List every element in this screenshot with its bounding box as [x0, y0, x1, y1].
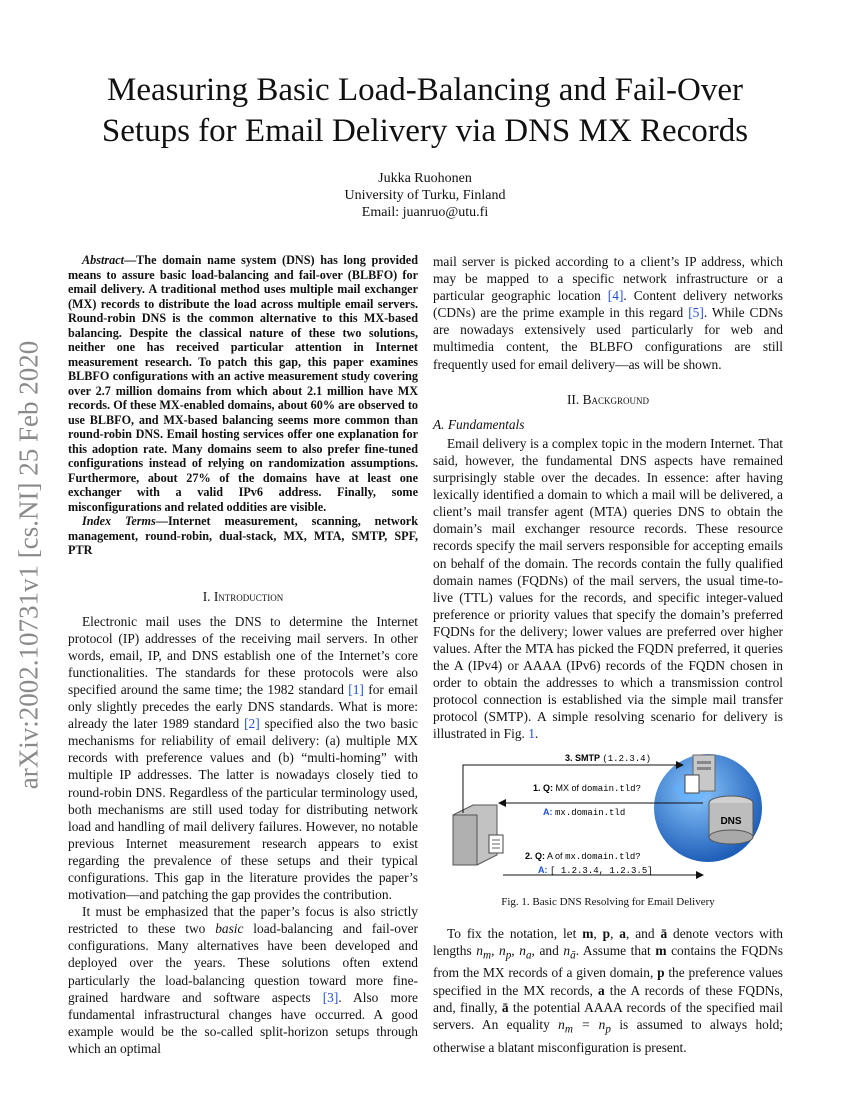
abstract-label: Abstract	[82, 253, 124, 267]
step-1-query: 1. Q: MX of domain.tld?	[533, 782, 641, 794]
citation-link[interactable]: [3]	[322, 989, 339, 1005]
figure-1-caption: Fig. 1. Basic DNS Resolving for Email Delivery	[501, 895, 715, 908]
intro-paragraph-2: It must be emphasized that the paper’s focus is also strictly restricted to these two basic load-balancing and fail-over configurations. Many alternatives have been developed and deployed over the years. These solutions often extend particularly the load-balancing question toward more fine-grained hardware and software aspects [3]. Also more fundamental infrastructural changes have occurred. A good example would be the so-called split-horizon setups through which an optimal	[68, 904, 418, 1056]
arxiv-sidebar	[4, 300, 54, 830]
index-terms	[68, 514, 418, 558]
citation-link[interactable]: [1]	[348, 681, 364, 697]
author-affiliation: University of Turku, Finland	[344, 188, 506, 203]
index-terms-text: —Internet measurement, scanning, network management, round-robin, dual-stack, MX, MTA, SMTP, SPF, PTR	[68, 514, 418, 557]
author-block	[70, 170, 780, 221]
title-line-1: Measuring Basic Load-Balancing and Fail-Over	[107, 72, 743, 108]
subsection-heading-fundamentals: A. Fundamentals	[433, 416, 525, 432]
smtp-step-label: 3. SMTP (1.2.3.4)	[565, 752, 651, 764]
index-terms-label: Index Terms	[82, 514, 156, 528]
right-column	[433, 253, 783, 1056]
figure-1-diagram	[433, 753, 783, 888]
section-heading-background: II. Background	[566, 391, 650, 407]
intro-paragraph-1: Electronic mail uses the DNS to determine the Internet protocol (IP) addresses of the receiving mail servers. In other words, email, IP, and DNS establish one of the Internet’s core functionalities. The standards for these protocols were also specified around the same time; the 1982 standard [1] for email only slightly precedes the early DNS standards. What is more: already the later 1989 standard [2] specified also the two basic mechanisms for reliability of email delivery: (a) multiple MX records with preference values and (b) “multi-homing” with multiple IP addresses. The latter is nowadays closely tied to round-robin DNS. Regardless of the particular terminology used, both mechanisms are still used today for distributing network load and handling of mail delivery failures. However, no notable previous Internet measurement research appears to exist regarding the prevalence of these setups and their typical configurations. This gap in the literature provides the paper’s motivation—and patching the gap provides the contribution.	[68, 613, 418, 903]
citation-link[interactable]: [4]	[607, 288, 624, 304]
citation-link[interactable]: [5]	[688, 305, 704, 321]
step-1-answer: A: mx.domain.tld	[543, 806, 626, 818]
figure-reference-link[interactable]: 1	[528, 726, 535, 742]
author-email: Email: juanruo@utu.fi	[361, 205, 489, 220]
client-computer-icon	[453, 805, 503, 865]
background-paragraph-1: Email delivery is a complex topic in the modern Internet. That said, however, the fundamental DNS aspects have remained surprisingly stable over the decades. In essence: after having lexically identified a domain to which a mail will be delivered, a client’s mail transfer agent (MTA) queries DNS to obtain the domain’s mail exchanger resource records. These resource records specify the mail servers responsible for accepting emails on behalf of the domain. The records contain the fully qualified domain names (FQDNs) of the mail servers, the usual time-to-live (TTL) values for the records, and specific integer-valued preference or priority values that specify the domain’s preferred FQDNs for the delivery; lower values are preferred over higher values. After the MTA has picked the FQDN preferred, it queries the A (IPv4) or AAAA (IPv6) records of the FQDN chosen in order to obtain the addresses to which a transmission control protocol connection is established via the simple mail transfer protocol (SMTP). A simple resolving scenario for delivery is illustrated in Fig. 1.	[433, 435, 783, 742]
abstract-text: —The domain name system (DNS) has long provided means to assure basic load-balancing and fail-over (BLBFO) for email delivery. A traditional method uses multiple mail exchanger (MX) records to distribute the load across multiple email servers. Round-robin DNS is the common alternative to this MX-based balancing. Despite the classical nature of these two solutions, neither one has received particular attention in Internet measurement research. To patch this gap, this paper examines BLBFO configurations with an active measurement study covering over 2.7 million domains from which about 2.1 million have MX records. Of these MX-enabled domains, about 60% are observed to use BLBFO, and MX-based balancing seems more common than round-robin DNS. Email hosting services offer one explanation for this adoption rate. Many domains seem to also prefer fine-tuned configurations instead of relying on randomization assumptions. Furthermore, about 27% of the domains have at least one exchanger with a valid IPv6 address. Finally, some misconfigurations and related oddities are visible.	[68, 253, 418, 514]
background-paragraph-2: To fix the notation, let m, p, a, and ā denote vectors with lengths $n_m$, $n_p$, $n_a$, and $n_{ā}$. Assume that m contains the FQDNs from the MX records of a given domain, p the preference values specified in the MX records, a the A records of these FQDNs, and, finally, ā the potential AAAA records of the specified mail servers. An equality $n_m = n_p$ is assumed to always hold; otherwise a blatant misconfiguration is present.	[433, 925, 783, 1055]
title-line-2: Setups for Email Delivery via DNS MX Records	[101, 113, 749, 149]
intro-paragraph-2-continued: mail server is picked according to a client’s IP address, which may be mapped to a specific network infrastructure or a particular geographic location [4]. Content delivery networks (CDNs) are the prime example in this regard [5]. While CDNs are nowadays extensively used particularly for web and multimedia content, the BLBFO configurations are still frequently used for email delivery—as will be shown.	[433, 254, 783, 372]
step-2-answer: A: [ 1.2.3.4, 1.2.3.5]	[538, 864, 653, 876]
section-heading-introduction: I. Introduction	[202, 588, 284, 604]
arxiv-identifier: arXiv:2002.10731v1 [cs.NI] 25 Feb 2020	[13, 340, 44, 790]
citation-link[interactable]: [2]	[244, 716, 260, 732]
dns-database-icon	[709, 796, 753, 844]
paper-title	[70, 70, 780, 152]
step-2-query: 2. Q: A of mx.domain.tld?	[525, 850, 641, 862]
dns-resolving-diagram	[433, 753, 783, 888]
author-name: Jukka Ruohonen	[378, 171, 472, 186]
dns-label: DNS	[720, 815, 742, 827]
abstract	[68, 253, 418, 514]
left-column	[68, 253, 418, 1057]
